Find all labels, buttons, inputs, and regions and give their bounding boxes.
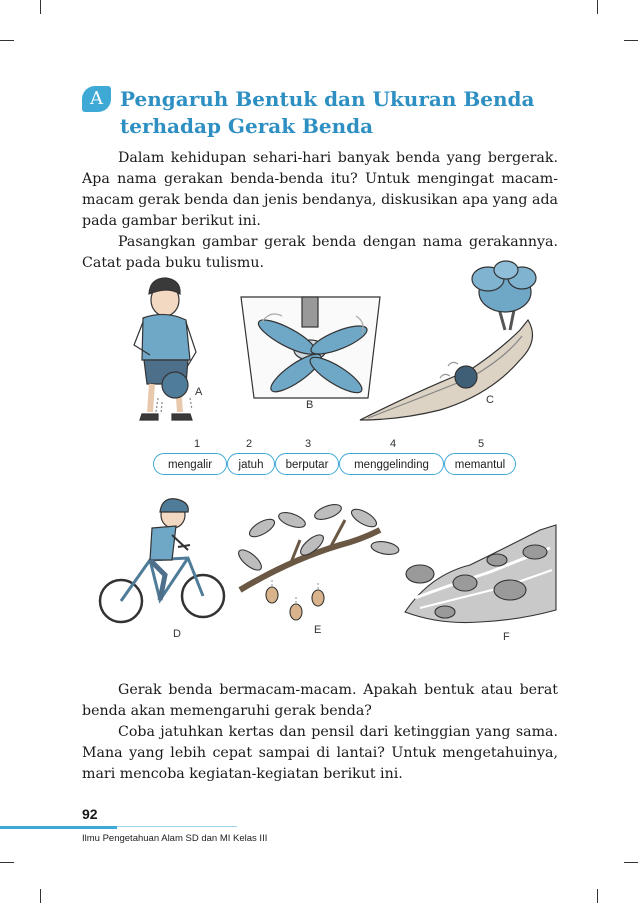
paragraph-question-text: Gerak benda bermacam-macam. Apakah bentuk atau berat benda akan memengaruhi gerak benda?: [82, 682, 558, 719]
paragraph-question: [82, 680, 558, 722]
falling-fruit-tree-icon: [235, 502, 399, 620]
rolling-ball-slope-icon: [360, 261, 536, 420]
figure-label-d: D: [173, 628, 181, 640]
ceiling-fan-icon: [241, 297, 380, 399]
section-letter-badge: A: [82, 86, 111, 112]
figure-label-a: A: [195, 386, 203, 398]
motion-number: 4: [390, 438, 397, 450]
motion-number: 2: [246, 438, 253, 450]
figure-label-c: C: [486, 394, 494, 406]
figure-label-b: B: [306, 399, 314, 411]
motion-number: 3: [305, 438, 312, 450]
figure-label-e: E: [314, 624, 322, 636]
paragraph-activity: [82, 722, 558, 785]
paragraph-activity-text: Coba jatuhkan kertas dan pensil dari ketinggian yang sama. Mana yang lebih cepat sampai di lantai? Untuk mengetahuinya, mari mencoba kegiatan-kegiatan berikut ini.: [82, 724, 558, 782]
footer-rule: [0, 826, 117, 829]
paragraph-instruction-text: Pasangkan gambar gerak benda dengan nama gerakannya. Catat pada buku tulismu.: [82, 234, 558, 271]
page-number: 92: [82, 806, 98, 822]
figure-label-f: F: [503, 631, 510, 643]
motion-pill-menggelinding: menggelinding: [339, 453, 444, 475]
section-title-line2: terhadap Gerak Benda: [120, 114, 374, 138]
motion-number: 1: [194, 438, 201, 450]
paragraph-intro-text: Dalam kehidupan sehari-hari banyak benda yang bergerak. Apa nama gerakan benda-benda itu? Untuk mengingat macam-macam gerak benda dan jenis bendanya, diskusikan apa yang ada pada gambar berikut ini.: [82, 150, 558, 229]
motion-pill-mengalir: mengalir: [153, 453, 227, 475]
section-title-line1: Pengaruh Bentuk dan Ukuran Benda: [120, 87, 535, 111]
flowing-river-icon: [405, 525, 556, 623]
boy-bouncing-ball-icon: [134, 278, 196, 420]
motion-pill-jatuh: jatuh: [227, 453, 275, 475]
boy-cycling-icon: [100, 499, 224, 622]
motion-pill-berputar: berputar: [275, 453, 339, 475]
motion-pill-memantul: memantul: [444, 453, 516, 475]
motion-number: 5: [478, 438, 485, 450]
book-title: Ilmu Pengetahuan Alam SD dan MI Kelas III: [82, 833, 268, 844]
footer-rule-thin: [117, 826, 237, 827]
